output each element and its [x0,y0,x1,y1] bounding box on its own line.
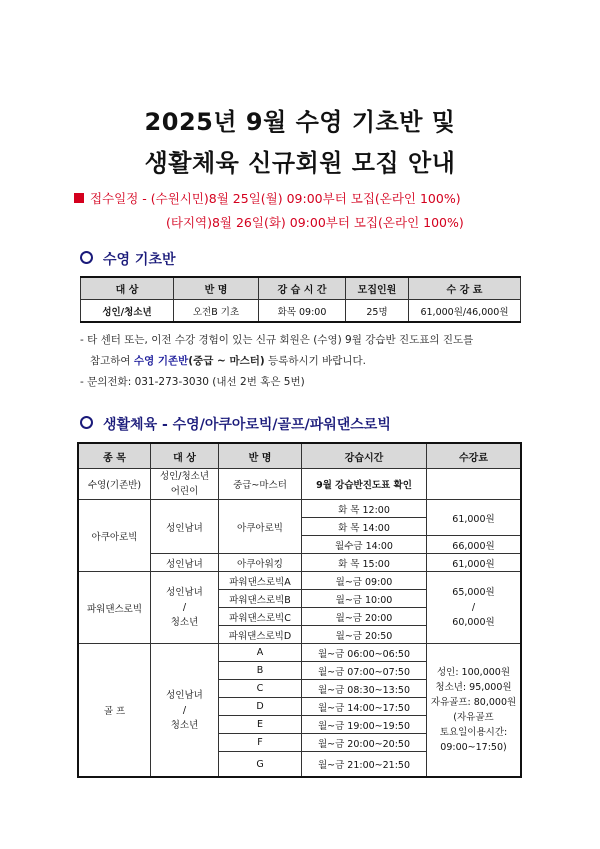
cell-line: 청소년 [170,617,199,628]
table-cell: G [219,752,302,778]
swim-basic-table [80,276,521,323]
section-heading-life-sports [80,414,391,434]
table-row [81,300,521,323]
table-cell: 화 목 14:00 [302,518,427,536]
table-header: 강습시간 [302,443,427,469]
bullet-circle-icon [80,251,93,264]
cell-line: 청소년: 95,000원 [435,682,512,693]
table-cell: 아쿠아로빅 [219,500,302,554]
table-cell: 월~금 14:00~17:50 [302,698,427,716]
cell-line: 자유골프: 80,000원 [430,697,517,708]
table-cell: 중급~마스터 [219,469,302,500]
life-sports-table [77,442,522,778]
table-cell: A [219,644,302,662]
table-cell [427,469,522,500]
note-text: 등록하시기 바랍니다. [264,355,367,367]
table-cell: 월수금 14:00 [302,536,427,554]
table-cell [427,572,522,644]
section-heading-text: 생활체육 - 수영/아쿠아로빅/골프/파워댄스로빅 [103,417,391,433]
cell-line: 성인/청소년 [159,471,210,482]
table-cell: 25명 [346,300,409,323]
table-cell: 오전B 기초 [174,300,259,323]
table-cell: 월~금 19:00~19:50 [302,716,427,734]
table-cell: 수영(기존반) [78,469,151,500]
cell-line: / [182,602,187,613]
table-header: 종 목 [78,443,151,469]
table-cell: 61,000원 [427,554,522,572]
cell-line: 성인남녀 [166,689,203,701]
cell-line: / [471,602,476,613]
note-highlight: 수영 기존반 [133,355,189,367]
table-row [78,469,521,500]
table-header-row [78,443,521,469]
table-cell: F [219,734,302,752]
table-cell: 파워댄스로빅 [78,572,151,644]
table-cell: 9월 강습반진도표 확인 [302,469,427,500]
note-1a: - 타 센터 또는, 이전 수강 경험이 있는 신규 회원은 (수영) 9월 강습반 진도표의 진도를 [80,334,474,346]
table-cell: 화목 09:00 [259,300,346,323]
table-row [78,644,521,662]
cell-line: 청소년 [170,719,199,731]
table-cell: 파워댄스로빅A [219,572,302,590]
table-cell: C [219,680,302,698]
note-text: 참고하여 [90,355,134,367]
cell-line: 토요일이용시간: [439,727,508,738]
table-cell: 파워댄스로빅B [219,590,302,608]
cell-line: 어린이 [170,486,199,497]
table-header: 대 상 [151,443,219,469]
section-heading-text: 수영 기초반 [103,252,176,268]
bullet-square-icon [74,193,84,203]
table-cell: 월~금 20:00 [302,608,427,626]
recruit-line2: (타지역)8월 26일(화) 09:00부터 모집(온라인 100%) [166,215,464,230]
table-cell: D [219,698,302,716]
table-cell: E [219,716,302,734]
table-cell [427,644,522,778]
page-title-line1: 2025년 9월 수영 기초반 및 [144,108,456,136]
table-cell: 화 목 12:00 [302,500,427,518]
table-header: 반 명 [174,277,259,300]
table-cell: 성인/청소년 [81,300,174,323]
note-1b [80,351,525,372]
table-cell: 아쿠아로빅 [78,500,151,572]
table-cell [151,469,219,500]
table-cell: 월~금 21:00~21:50 [302,752,427,778]
table-cell: 파워댄스로빅D [219,626,302,644]
cell-line: / [182,704,187,716]
table-header-row [81,277,521,300]
table-header: 수강료 [427,443,522,469]
table-cell: 월~금 07:00~07:50 [302,662,427,680]
table-header: 모집인원 [346,277,409,300]
note-bold: (중급 ~ 마스터) [188,355,265,367]
table-row [78,500,521,518]
table-header: 반 명 [219,443,302,469]
table-cell: 화 목 15:00 [302,554,427,572]
bullet-circle-icon [80,416,93,429]
table-cell: 월~금 20:50 [302,626,427,644]
table-cell: 월~금 08:30~13:50 [302,680,427,698]
notes [80,330,525,393]
table-cell: 66,000원 [427,536,522,554]
table-cell: 월~금 10:00 [302,590,427,608]
section-heading-swim-basic [80,249,176,269]
table-cell: 성인남녀 [151,554,219,572]
table-cell: 월~금 09:00 [302,572,427,590]
table-cell: 파워댄스로빅C [219,608,302,626]
table-cell: 아쿠아워킹 [219,554,302,572]
table-cell: 골 프 [78,644,151,778]
cell-line: 성인남녀 [166,587,203,598]
table-header: 수 강 료 [409,277,521,300]
table-cell [151,572,219,644]
table-cell: 61,000원/46,000원 [409,300,521,323]
table-cell [151,644,219,778]
table-cell: B [219,662,302,680]
cell-line: 09:00~17:50) [440,742,507,753]
table-cell: 성인남녀 [151,500,219,554]
cell-line: (자유골프 [453,712,494,723]
table-row [78,572,521,590]
cell-line: 65,000원 [452,587,495,598]
table-cell: 61,000원 [427,500,522,536]
recruit-schedule [74,187,464,235]
page-title-line2: 생활체육 신규회원 모집 안내 [144,149,456,177]
table-header: 대 상 [81,277,174,300]
note-2: - 문의전화: 031-273-3030 (내선 2번 혹은 5번) [80,376,305,388]
cell-line: 60,000원 [452,617,495,628]
recruit-line1: 접수일정 - (수원시민)8월 25일(월) 09:00부터 모집(온라인 100%) [90,191,461,206]
table-cell: 월~금 06:00~06:50 [302,644,427,662]
table-header: 강 습 시 간 [259,277,346,300]
cell-line: 성인: 100,000원 [436,667,511,678]
table-cell: 월~금 20:00~20:50 [302,734,427,752]
